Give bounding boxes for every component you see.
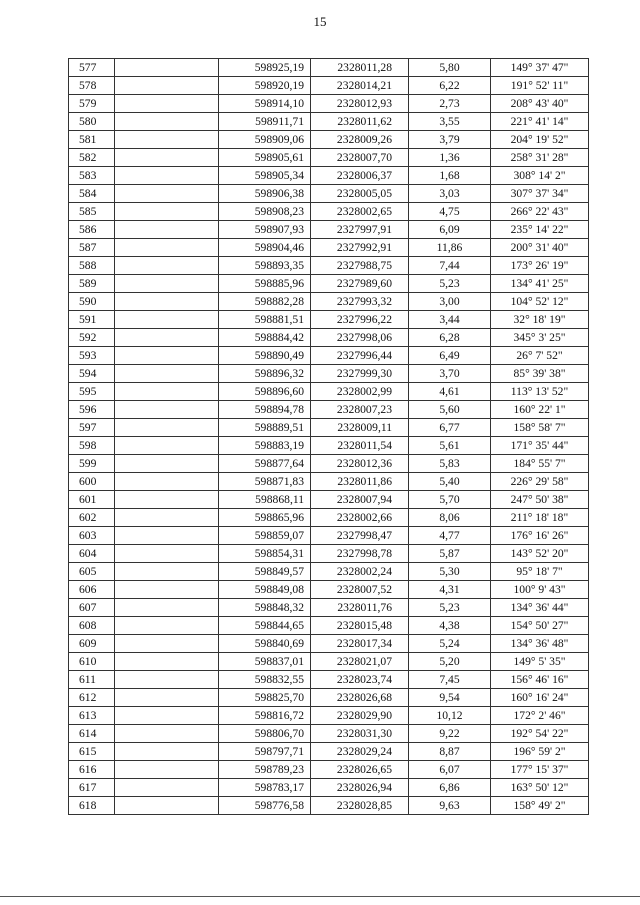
distance-cell: 6,86 (409, 779, 491, 797)
x-coordinate-cell: 598865,96 (219, 509, 311, 527)
distance-cell: 5,70 (409, 491, 491, 509)
distance-cell: 6,09 (409, 221, 491, 239)
x-coordinate-cell: 598920,19 (219, 77, 311, 95)
y-coordinate-cell: 2328011,28 (311, 59, 409, 77)
y-coordinate-cell: 2328017,34 (311, 635, 409, 653)
y-coordinate-cell: 2328014,21 (311, 77, 409, 95)
distance-cell: 6,28 (409, 329, 491, 347)
footer-divider (0, 896, 640, 897)
direction-angle-cell: 173° 26' 19" (491, 257, 589, 275)
table-row (69, 221, 589, 239)
empty-cell (115, 509, 219, 527)
direction-angle-cell: 149° 37' 47" (491, 59, 589, 77)
x-coordinate-cell: 598840,69 (219, 635, 311, 653)
distance-cell: 8,06 (409, 509, 491, 527)
point-number-cell: 597 (69, 419, 115, 437)
distance-cell: 3,44 (409, 311, 491, 329)
point-number-cell: 605 (69, 563, 115, 581)
direction-angle-cell: 192° 54' 22" (491, 725, 589, 743)
point-number-cell: 594 (69, 365, 115, 383)
distance-cell: 5,83 (409, 455, 491, 473)
empty-cell (115, 257, 219, 275)
x-coordinate-cell: 598884,42 (219, 329, 311, 347)
table-row (69, 419, 589, 437)
x-coordinate-cell: 598906,38 (219, 185, 311, 203)
y-coordinate-cell: 2328012,36 (311, 455, 409, 473)
y-coordinate-cell: 2327996,22 (311, 311, 409, 329)
x-coordinate-cell: 598848,32 (219, 599, 311, 617)
direction-angle-cell: 211° 18' 18" (491, 509, 589, 527)
empty-cell (115, 455, 219, 473)
table-row (69, 257, 589, 275)
x-coordinate-cell: 598832,55 (219, 671, 311, 689)
x-coordinate-cell: 598881,51 (219, 311, 311, 329)
table-row (69, 239, 589, 257)
x-coordinate-cell: 598789,23 (219, 761, 311, 779)
y-coordinate-cell: 2327997,91 (311, 221, 409, 239)
distance-cell: 1,68 (409, 167, 491, 185)
empty-cell (115, 59, 219, 77)
direction-angle-cell: 191° 52' 11" (491, 77, 589, 95)
point-number-cell: 613 (69, 707, 115, 725)
empty-cell (115, 131, 219, 149)
x-coordinate-cell: 598877,64 (219, 455, 311, 473)
direction-angle-cell: 85° 39' 38" (491, 365, 589, 383)
y-coordinate-cell: 2327989,60 (311, 275, 409, 293)
point-number-cell: 614 (69, 725, 115, 743)
distance-cell: 9,22 (409, 725, 491, 743)
direction-angle-cell: 184° 55' 7" (491, 455, 589, 473)
point-number-cell: 592 (69, 329, 115, 347)
y-coordinate-cell: 2328026,94 (311, 779, 409, 797)
y-coordinate-cell: 2328021,07 (311, 653, 409, 671)
y-coordinate-cell: 2328011,54 (311, 437, 409, 455)
table-row (69, 617, 589, 635)
table-row (69, 779, 589, 797)
point-number-cell: 618 (69, 797, 115, 815)
empty-cell (115, 671, 219, 689)
empty-cell (115, 95, 219, 113)
empty-cell (115, 113, 219, 131)
direction-angle-cell: 204° 19' 52" (491, 131, 589, 149)
direction-angle-cell: 258° 31' 28" (491, 149, 589, 167)
y-coordinate-cell: 2328031,30 (311, 725, 409, 743)
distance-cell: 5,23 (409, 275, 491, 293)
table-row (69, 581, 589, 599)
x-coordinate-cell: 598908,23 (219, 203, 311, 221)
direction-angle-cell: 247° 50' 38" (491, 491, 589, 509)
table-row (69, 509, 589, 527)
direction-angle-cell: 171° 35' 44" (491, 437, 589, 455)
point-number-cell: 617 (69, 779, 115, 797)
distance-cell: 5,40 (409, 473, 491, 491)
empty-cell (115, 689, 219, 707)
distance-cell: 10,12 (409, 707, 491, 725)
table-row (69, 725, 589, 743)
empty-cell (115, 239, 219, 257)
table-row (69, 131, 589, 149)
distance-cell: 5,87 (409, 545, 491, 563)
distance-cell: 4,61 (409, 383, 491, 401)
distance-cell: 9,63 (409, 797, 491, 815)
x-coordinate-cell: 598890,49 (219, 347, 311, 365)
table-row (69, 275, 589, 293)
y-coordinate-cell: 2328011,62 (311, 113, 409, 131)
point-number-cell: 589 (69, 275, 115, 293)
table-row (69, 743, 589, 761)
point-number-cell: 593 (69, 347, 115, 365)
x-coordinate-cell: 598844,65 (219, 617, 311, 635)
y-coordinate-cell: 2327999,30 (311, 365, 409, 383)
y-coordinate-cell: 2328002,65 (311, 203, 409, 221)
direction-angle-cell: 235° 14' 22" (491, 221, 589, 239)
direction-angle-cell: 113° 13' 52" (491, 383, 589, 401)
point-number-cell: 599 (69, 455, 115, 473)
distance-cell: 4,31 (409, 581, 491, 599)
y-coordinate-cell: 2328011,76 (311, 599, 409, 617)
y-coordinate-cell: 2328012,93 (311, 95, 409, 113)
point-number-cell: 609 (69, 635, 115, 653)
table-row (69, 599, 589, 617)
distance-cell: 5,30 (409, 563, 491, 581)
direction-angle-cell: 160° 16' 24" (491, 689, 589, 707)
point-number-cell: 591 (69, 311, 115, 329)
y-coordinate-cell: 2327992,91 (311, 239, 409, 257)
y-coordinate-cell: 2328007,94 (311, 491, 409, 509)
empty-cell (115, 383, 219, 401)
point-number-cell: 608 (69, 617, 115, 635)
empty-cell (115, 761, 219, 779)
x-coordinate-cell: 598894,78 (219, 401, 311, 419)
x-coordinate-cell: 598816,72 (219, 707, 311, 725)
page-number: 15 (313, 14, 327, 29)
x-coordinate-cell: 598904,46 (219, 239, 311, 257)
distance-cell: 4,38 (409, 617, 491, 635)
distance-cell: 3,70 (409, 365, 491, 383)
y-coordinate-cell: 2328015,48 (311, 617, 409, 635)
distance-cell: 6,49 (409, 347, 491, 365)
empty-cell (115, 725, 219, 743)
distance-cell: 5,23 (409, 599, 491, 617)
point-number-cell: 600 (69, 473, 115, 491)
distance-cell: 3,00 (409, 293, 491, 311)
direction-angle-cell: 134° 41' 25" (491, 275, 589, 293)
point-number-cell: 581 (69, 131, 115, 149)
table-row (69, 77, 589, 95)
point-number-cell: 611 (69, 671, 115, 689)
y-coordinate-cell: 2328007,23 (311, 401, 409, 419)
table-row (69, 671, 589, 689)
y-coordinate-cell: 2328026,68 (311, 689, 409, 707)
y-coordinate-cell: 2328002,99 (311, 383, 409, 401)
direction-angle-cell: 308° 14' 2" (491, 167, 589, 185)
empty-cell (115, 221, 219, 239)
distance-cell: 6,77 (409, 419, 491, 437)
distance-cell: 6,07 (409, 761, 491, 779)
distance-cell: 1,36 (409, 149, 491, 167)
y-coordinate-cell: 2328028,85 (311, 797, 409, 815)
x-coordinate-cell: 598885,96 (219, 275, 311, 293)
empty-cell (115, 77, 219, 95)
y-coordinate-cell: 2328007,52 (311, 581, 409, 599)
table-row (69, 707, 589, 725)
empty-cell (115, 347, 219, 365)
direction-angle-cell: 26° 7' 52" (491, 347, 589, 365)
distance-cell: 2,73 (409, 95, 491, 113)
distance-cell: 8,87 (409, 743, 491, 761)
empty-cell (115, 581, 219, 599)
table-row (69, 347, 589, 365)
table-row (69, 635, 589, 653)
empty-cell (115, 635, 219, 653)
x-coordinate-cell: 598889,51 (219, 419, 311, 437)
point-number-cell: 582 (69, 149, 115, 167)
table-row (69, 95, 589, 113)
x-coordinate-cell: 598893,35 (219, 257, 311, 275)
empty-cell (115, 779, 219, 797)
point-number-cell: 583 (69, 167, 115, 185)
y-coordinate-cell: 2328011,86 (311, 473, 409, 491)
x-coordinate-cell: 598905,61 (219, 149, 311, 167)
y-coordinate-cell: 2327998,47 (311, 527, 409, 545)
point-number-cell: 604 (69, 545, 115, 563)
direction-angle-cell: 158° 49' 2" (491, 797, 589, 815)
direction-angle-cell: 32° 18' 19" (491, 311, 589, 329)
x-coordinate-cell: 598907,93 (219, 221, 311, 239)
table-row (69, 401, 589, 419)
distance-cell: 5,80 (409, 59, 491, 77)
point-number-cell: 603 (69, 527, 115, 545)
y-coordinate-cell: 2327993,32 (311, 293, 409, 311)
table-row (69, 455, 589, 473)
empty-cell (115, 599, 219, 617)
x-coordinate-cell: 598925,19 (219, 59, 311, 77)
empty-cell (115, 203, 219, 221)
empty-cell (115, 527, 219, 545)
distance-cell: 6,22 (409, 77, 491, 95)
direction-angle-cell: 134° 36' 44" (491, 599, 589, 617)
x-coordinate-cell: 598806,70 (219, 725, 311, 743)
x-coordinate-cell: 598783,17 (219, 779, 311, 797)
point-number-cell: 588 (69, 257, 115, 275)
distance-cell: 4,75 (409, 203, 491, 221)
distance-cell: 3,03 (409, 185, 491, 203)
direction-angle-cell: 177° 15' 37" (491, 761, 589, 779)
point-number-cell: 612 (69, 689, 115, 707)
x-coordinate-cell: 598882,28 (219, 293, 311, 311)
direction-angle-cell: 156° 46' 16" (491, 671, 589, 689)
point-number-cell: 577 (69, 59, 115, 77)
direction-angle-cell: 143° 52' 20" (491, 545, 589, 563)
direction-angle-cell: 266° 22' 43" (491, 203, 589, 221)
direction-angle-cell: 221° 41' 14" (491, 113, 589, 131)
empty-cell (115, 473, 219, 491)
point-number-cell: 607 (69, 599, 115, 617)
empty-cell (115, 149, 219, 167)
distance-cell: 3,55 (409, 113, 491, 131)
empty-cell (115, 707, 219, 725)
point-number-cell: 601 (69, 491, 115, 509)
empty-cell (115, 437, 219, 455)
table-row (69, 383, 589, 401)
x-coordinate-cell: 598905,34 (219, 167, 311, 185)
distance-cell: 5,60 (409, 401, 491, 419)
point-number-cell: 584 (69, 185, 115, 203)
distance-cell: 9,54 (409, 689, 491, 707)
x-coordinate-cell: 598909,06 (219, 131, 311, 149)
y-coordinate-cell: 2328007,70 (311, 149, 409, 167)
y-coordinate-cell: 2328002,66 (311, 509, 409, 527)
table-row (69, 437, 589, 455)
table-row (69, 689, 589, 707)
empty-cell (115, 185, 219, 203)
direction-angle-cell: 176° 16' 26" (491, 527, 589, 545)
point-number-cell: 587 (69, 239, 115, 257)
point-number-cell: 606 (69, 581, 115, 599)
empty-cell (115, 293, 219, 311)
distance-cell: 4,77 (409, 527, 491, 545)
table-row (69, 545, 589, 563)
direction-angle-cell: 95° 18' 7" (491, 563, 589, 581)
x-coordinate-cell: 598797,71 (219, 743, 311, 761)
y-coordinate-cell: 2328005,05 (311, 185, 409, 203)
coordinates-table (68, 58, 589, 815)
empty-cell (115, 365, 219, 383)
distance-cell: 5,24 (409, 635, 491, 653)
y-coordinate-cell: 2328023,74 (311, 671, 409, 689)
direction-angle-cell: 163° 50' 12" (491, 779, 589, 797)
direction-angle-cell: 154° 50' 27" (491, 617, 589, 635)
coordinates-table-body (69, 59, 589, 815)
table-row (69, 185, 589, 203)
empty-cell (115, 653, 219, 671)
x-coordinate-cell: 598859,07 (219, 527, 311, 545)
table-row (69, 329, 589, 347)
x-coordinate-cell: 598854,31 (219, 545, 311, 563)
direction-angle-cell: 307° 37' 34" (491, 185, 589, 203)
empty-cell (115, 743, 219, 761)
direction-angle-cell: 134° 36' 48" (491, 635, 589, 653)
direction-angle-cell: 160° 22' 1" (491, 401, 589, 419)
point-number-cell: 590 (69, 293, 115, 311)
table-row (69, 293, 589, 311)
y-coordinate-cell: 2327998,78 (311, 545, 409, 563)
distance-cell: 11,86 (409, 239, 491, 257)
x-coordinate-cell: 598837,01 (219, 653, 311, 671)
y-coordinate-cell: 2328026,65 (311, 761, 409, 779)
table-row (69, 203, 589, 221)
x-coordinate-cell: 598911,71 (219, 113, 311, 131)
table-row (69, 113, 589, 131)
point-number-cell: 586 (69, 221, 115, 239)
point-number-cell: 580 (69, 113, 115, 131)
table-row (69, 797, 589, 815)
table-row (69, 149, 589, 167)
empty-cell (115, 311, 219, 329)
x-coordinate-cell: 598914,10 (219, 95, 311, 113)
empty-cell (115, 617, 219, 635)
direction-angle-cell: 345° 3' 25" (491, 329, 589, 347)
direction-angle-cell: 104° 52' 12" (491, 293, 589, 311)
distance-cell: 5,61 (409, 437, 491, 455)
distance-cell: 7,45 (409, 671, 491, 689)
direction-angle-cell: 208° 43' 40" (491, 95, 589, 113)
y-coordinate-cell: 2328029,90 (311, 707, 409, 725)
y-coordinate-cell: 2328009,26 (311, 131, 409, 149)
table-row (69, 167, 589, 185)
empty-cell (115, 401, 219, 419)
x-coordinate-cell: 598871,83 (219, 473, 311, 491)
point-number-cell: 616 (69, 761, 115, 779)
y-coordinate-cell: 2327998,06 (311, 329, 409, 347)
distance-cell: 7,44 (409, 257, 491, 275)
y-coordinate-cell: 2328002,24 (311, 563, 409, 581)
table-row (69, 761, 589, 779)
empty-cell (115, 797, 219, 815)
y-coordinate-cell: 2327996,44 (311, 347, 409, 365)
x-coordinate-cell: 598776,58 (219, 797, 311, 815)
distance-cell: 3,79 (409, 131, 491, 149)
distance-cell: 5,20 (409, 653, 491, 671)
table-row (69, 365, 589, 383)
point-number-cell: 579 (69, 95, 115, 113)
point-number-cell: 585 (69, 203, 115, 221)
point-number-cell: 578 (69, 77, 115, 95)
y-coordinate-cell: 2328009,11 (311, 419, 409, 437)
point-number-cell: 596 (69, 401, 115, 419)
x-coordinate-cell: 598896,60 (219, 383, 311, 401)
point-number-cell: 602 (69, 509, 115, 527)
point-number-cell: 615 (69, 743, 115, 761)
empty-cell (115, 275, 219, 293)
direction-angle-cell: 149° 5' 35" (491, 653, 589, 671)
table-row (69, 527, 589, 545)
x-coordinate-cell: 598849,57 (219, 563, 311, 581)
point-number-cell: 610 (69, 653, 115, 671)
table-row (69, 491, 589, 509)
empty-cell (115, 419, 219, 437)
empty-cell (115, 329, 219, 347)
x-coordinate-cell: 598868,11 (219, 491, 311, 509)
x-coordinate-cell: 598883,19 (219, 437, 311, 455)
table-row (69, 473, 589, 491)
direction-angle-cell: 158° 58' 7" (491, 419, 589, 437)
direction-angle-cell: 172° 2' 46" (491, 707, 589, 725)
y-coordinate-cell: 2327988,75 (311, 257, 409, 275)
empty-cell (115, 491, 219, 509)
point-number-cell: 598 (69, 437, 115, 455)
direction-angle-cell: 226° 29' 58" (491, 473, 589, 491)
direction-angle-cell: 196° 59' 2" (491, 743, 589, 761)
x-coordinate-cell: 598896,32 (219, 365, 311, 383)
direction-angle-cell: 100° 9' 43" (491, 581, 589, 599)
empty-cell (115, 563, 219, 581)
x-coordinate-cell: 598825,70 (219, 689, 311, 707)
table-row (69, 563, 589, 581)
table-row (69, 59, 589, 77)
empty-cell (115, 167, 219, 185)
y-coordinate-cell: 2328029,24 (311, 743, 409, 761)
x-coordinate-cell: 598849,08 (219, 581, 311, 599)
direction-angle-cell: 200° 31' 40" (491, 239, 589, 257)
empty-cell (115, 545, 219, 563)
y-coordinate-cell: 2328006,37 (311, 167, 409, 185)
table-row (69, 311, 589, 329)
point-number-cell: 595 (69, 383, 115, 401)
table-row (69, 653, 589, 671)
